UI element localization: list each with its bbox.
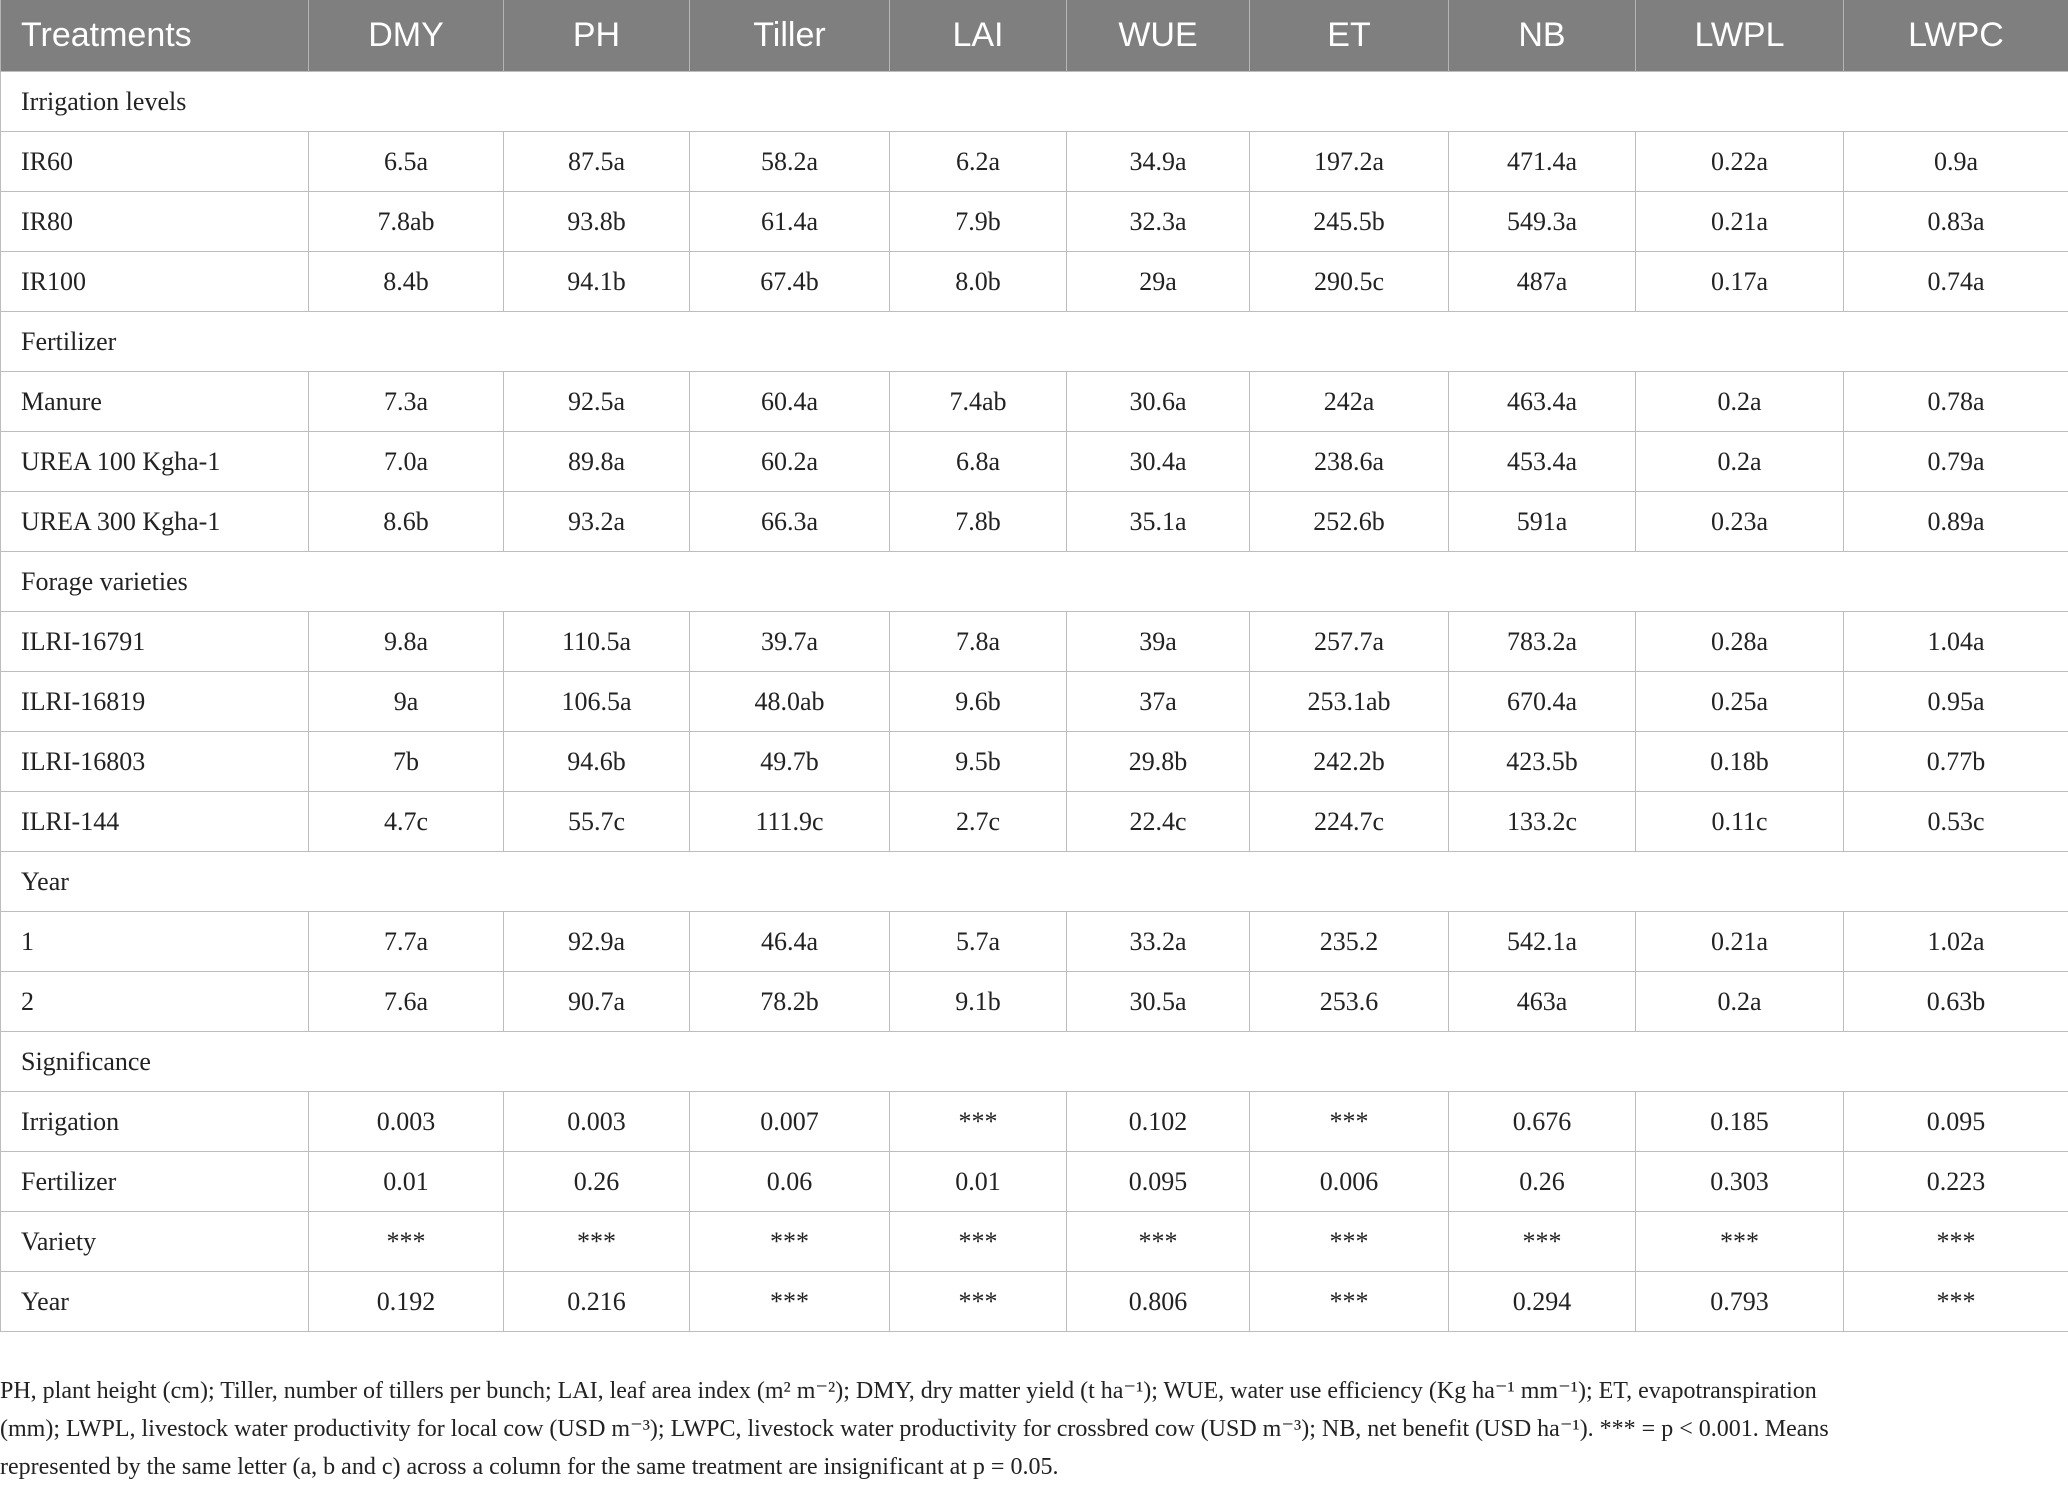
table-cell: *** bbox=[890, 1212, 1067, 1272]
table-cell: 463a bbox=[1449, 972, 1636, 1032]
table-cell: 39.7a bbox=[690, 612, 890, 672]
table-cell: 0.007 bbox=[690, 1092, 890, 1152]
table-row bbox=[1, 672, 2068, 732]
table-cell: 670.4a bbox=[1449, 672, 1636, 732]
table-cell: 110.5a bbox=[504, 612, 690, 672]
table-cell: 60.4a bbox=[690, 372, 890, 432]
table-cell: 0.21a bbox=[1636, 912, 1844, 972]
table-cell: 90.7a bbox=[504, 972, 690, 1032]
row-label: Variety bbox=[1, 1212, 309, 1272]
table-cell: 92.5a bbox=[504, 372, 690, 432]
table-cell: 0.78a bbox=[1844, 372, 2068, 432]
table-cell: 6.8a bbox=[890, 432, 1067, 492]
row-label: Manure bbox=[1, 372, 309, 432]
table-cell: 0.9a bbox=[1844, 132, 2068, 192]
column-header-treatments: Treatments bbox=[1, 0, 309, 72]
table-cell: 591a bbox=[1449, 492, 1636, 552]
column-header-et: ET bbox=[1250, 0, 1449, 72]
table-cell: 2.7c bbox=[890, 792, 1067, 852]
section-title: Fertilizer bbox=[1, 312, 2068, 372]
section-title: Forage varieties bbox=[1, 552, 2068, 612]
table-cell: 60.2a bbox=[690, 432, 890, 492]
section-title: Significance bbox=[1, 1032, 2068, 1092]
table-cell: 7.9b bbox=[890, 192, 1067, 252]
row-label: Irrigation bbox=[1, 1092, 309, 1152]
table-cell: 0.2a bbox=[1636, 972, 1844, 1032]
table-cell: 0.102 bbox=[1067, 1092, 1250, 1152]
table-cell: 46.4a bbox=[690, 912, 890, 972]
table-cell: 0.17a bbox=[1636, 252, 1844, 312]
table-cell: 93.2a bbox=[504, 492, 690, 552]
table-cell: 32.3a bbox=[1067, 192, 1250, 252]
table-cell: 133.2c bbox=[1449, 792, 1636, 852]
table-cell: 49.7b bbox=[690, 732, 890, 792]
table-cell: 0.2a bbox=[1636, 372, 1844, 432]
table-cell: 0.01 bbox=[890, 1152, 1067, 1212]
table-row bbox=[1, 252, 2068, 312]
table-cell: 0.223 bbox=[1844, 1152, 2068, 1212]
table-cell: 197.2a bbox=[1250, 132, 1449, 192]
table-cell: 7.8a bbox=[890, 612, 1067, 672]
table-cell: 235.2 bbox=[1250, 912, 1449, 972]
table-cell: 0.63b bbox=[1844, 972, 2068, 1032]
footnote-line: represented by the same letter (a, b and c) across a column for the same treatment are insignificant at p = 0.05. bbox=[0, 1454, 1059, 1480]
table-body bbox=[1, 72, 2068, 1332]
table-row bbox=[1, 372, 2068, 432]
table-cell: 0.01 bbox=[309, 1152, 504, 1212]
table-row bbox=[1, 132, 2068, 192]
table-cell: 0.2a bbox=[1636, 432, 1844, 492]
column-header-ph: PH bbox=[504, 0, 690, 72]
table-cell: 0.74a bbox=[1844, 252, 2068, 312]
header-row bbox=[1, 0, 2068, 72]
column-header-tiller: Tiller bbox=[690, 0, 890, 72]
table-header bbox=[1, 0, 2068, 72]
table-cell: 1.02a bbox=[1844, 912, 2068, 972]
table-cell: 0.11c bbox=[1636, 792, 1844, 852]
table-cell: *** bbox=[890, 1272, 1067, 1332]
table-cell: 48.0ab bbox=[690, 672, 890, 732]
row-label: UREA 300 Kgha-1 bbox=[1, 492, 309, 552]
table-cell: 0.095 bbox=[1067, 1152, 1250, 1212]
table-cell: 0.003 bbox=[504, 1092, 690, 1152]
table-cell: 30.4a bbox=[1067, 432, 1250, 492]
row-label: Fertilizer bbox=[1, 1152, 309, 1212]
table-cell: 242a bbox=[1250, 372, 1449, 432]
table-cell: 0.26 bbox=[1449, 1152, 1636, 1212]
table-cell: *** bbox=[1067, 1212, 1250, 1272]
table-cell: 0.79a bbox=[1844, 432, 2068, 492]
table-cell: 7.7a bbox=[309, 912, 504, 972]
table-cell: *** bbox=[1250, 1212, 1449, 1272]
table-cell: 252.6b bbox=[1250, 492, 1449, 552]
row-label: ILRI-16803 bbox=[1, 732, 309, 792]
table-cell: *** bbox=[1844, 1272, 2068, 1332]
table-cell: 4.7c bbox=[309, 792, 504, 852]
section-title: Year bbox=[1, 852, 2068, 912]
table-row bbox=[1, 912, 2068, 972]
column-header-dmy: DMY bbox=[309, 0, 504, 72]
table-cell: 39a bbox=[1067, 612, 1250, 672]
table-cell: 453.4a bbox=[1449, 432, 1636, 492]
row-label: IR80 bbox=[1, 192, 309, 252]
table-cell: 94.6b bbox=[504, 732, 690, 792]
table-row bbox=[1, 492, 2068, 552]
row-label: ILRI-16819 bbox=[1, 672, 309, 732]
row-label: 1 bbox=[1, 912, 309, 972]
table-cell: 93.8b bbox=[504, 192, 690, 252]
table-row bbox=[1, 192, 2068, 252]
table-cell: 0.21a bbox=[1636, 192, 1844, 252]
section-row bbox=[1, 72, 2068, 132]
table-cell: 67.4b bbox=[690, 252, 890, 312]
table-cell: *** bbox=[309, 1212, 504, 1272]
table-cell: 257.7a bbox=[1250, 612, 1449, 672]
row-label: Year bbox=[1, 1272, 309, 1332]
table-cell: *** bbox=[504, 1212, 690, 1272]
table-cell: 0.06 bbox=[690, 1152, 890, 1212]
section-row bbox=[1, 1032, 2068, 1092]
table-cell: 9.8a bbox=[309, 612, 504, 672]
footnote-line: PH, plant height (cm); Tiller, number of tillers per bunch; LAI, leaf area index (m² m⁻²); DMY, dry matter yield (t ha⁻¹); WUE, water use efficiency (Kg ha⁻¹ mm⁻¹); ET, evapotranspiration bbox=[0, 1378, 1817, 1404]
table-cell: 0.095 bbox=[1844, 1092, 2068, 1152]
table-cell: 0.18b bbox=[1636, 732, 1844, 792]
table-cell: 35.1a bbox=[1067, 492, 1250, 552]
table-cell: *** bbox=[890, 1092, 1067, 1152]
table-cell: 94.1b bbox=[504, 252, 690, 312]
table-cell: 89.8a bbox=[504, 432, 690, 492]
table-cell: 30.5a bbox=[1067, 972, 1250, 1032]
table-cell: 783.2a bbox=[1449, 612, 1636, 672]
table-cell: 8.0b bbox=[890, 252, 1067, 312]
table-cell: 7.6a bbox=[309, 972, 504, 1032]
table-cell: 0.806 bbox=[1067, 1272, 1250, 1332]
table-cell: 92.9a bbox=[504, 912, 690, 972]
table-cell: 55.7c bbox=[504, 792, 690, 852]
table-cell: 0.23a bbox=[1636, 492, 1844, 552]
table-cell: *** bbox=[1250, 1092, 1449, 1152]
row-label: 2 bbox=[1, 972, 309, 1032]
table-cell: 463.4a bbox=[1449, 372, 1636, 432]
table-cell: 29a bbox=[1067, 252, 1250, 312]
column-header-wue: WUE bbox=[1067, 0, 1250, 72]
table-row bbox=[1, 432, 2068, 492]
row-label: ILRI-16791 bbox=[1, 612, 309, 672]
table-cell: 471.4a bbox=[1449, 132, 1636, 192]
table-cell: 87.5a bbox=[504, 132, 690, 192]
table-cell: 9a bbox=[309, 672, 504, 732]
table-cell: 0.294 bbox=[1449, 1272, 1636, 1332]
table-cell: 0.303 bbox=[1636, 1152, 1844, 1212]
table-cell: 106.5a bbox=[504, 672, 690, 732]
table-cell: 0.006 bbox=[1250, 1152, 1449, 1212]
table-row bbox=[1, 1152, 2068, 1212]
table-row bbox=[1, 1272, 2068, 1332]
table-cell: 66.3a bbox=[690, 492, 890, 552]
table-cell: 0.83a bbox=[1844, 192, 2068, 252]
section-row bbox=[1, 312, 2068, 372]
table-cell: *** bbox=[690, 1212, 890, 1272]
table-cell: 30.6a bbox=[1067, 372, 1250, 432]
table-cell: *** bbox=[1449, 1212, 1636, 1272]
table-cell: 7.0a bbox=[309, 432, 504, 492]
table-cell: 0.676 bbox=[1449, 1092, 1636, 1152]
table-cell: 549.3a bbox=[1449, 192, 1636, 252]
table-cell: 111.9c bbox=[690, 792, 890, 852]
table-cell: 0.28a bbox=[1636, 612, 1844, 672]
table-cell: 9.5b bbox=[890, 732, 1067, 792]
section-title: Irrigation levels bbox=[1, 72, 2068, 132]
table-cell: 542.1a bbox=[1449, 912, 1636, 972]
column-header-lwpc: LWPC bbox=[1844, 0, 2068, 72]
table-cell: *** bbox=[1844, 1212, 2068, 1272]
table-cell: 238.6a bbox=[1250, 432, 1449, 492]
table-cell: 0.89a bbox=[1844, 492, 2068, 552]
table-cell: 0.793 bbox=[1636, 1272, 1844, 1332]
section-row bbox=[1, 552, 2068, 612]
table-cell: 487a bbox=[1449, 252, 1636, 312]
table-cell: 290.5c bbox=[1250, 252, 1449, 312]
table-row bbox=[1, 792, 2068, 852]
table-cell: 9.6b bbox=[890, 672, 1067, 732]
table-cell: 0.22a bbox=[1636, 132, 1844, 192]
table-cell: 8.4b bbox=[309, 252, 504, 312]
table-cell: 224.7c bbox=[1250, 792, 1449, 852]
column-header-nb: NB bbox=[1449, 0, 1636, 72]
column-header-lai: LAI bbox=[890, 0, 1067, 72]
section-row bbox=[1, 852, 2068, 912]
table-cell: 7.4ab bbox=[890, 372, 1067, 432]
table-footnote bbox=[0, 1372, 2040, 1486]
table-cell: 0.77b bbox=[1844, 732, 2068, 792]
table-cell: 34.9a bbox=[1067, 132, 1250, 192]
table-cell: 7.3a bbox=[309, 372, 504, 432]
footnote-line: (mm); LWPL, livestock water productivity for local cow (USD m⁻³); LWPC, livestock water productivity for crossbred cow (USD m⁻³); NB, net benefit (USD ha⁻¹). *** = p < 0.001. Means bbox=[0, 1416, 1829, 1442]
table-cell: 29.8b bbox=[1067, 732, 1250, 792]
table-cell: 0.95a bbox=[1844, 672, 2068, 732]
table-cell: 253.1ab bbox=[1250, 672, 1449, 732]
table-cell: 245.5b bbox=[1250, 192, 1449, 252]
table-cell: 0.53c bbox=[1844, 792, 2068, 852]
table-row bbox=[1, 732, 2068, 792]
table-cell: 0.216 bbox=[504, 1272, 690, 1332]
table-cell: 7.8b bbox=[890, 492, 1067, 552]
table-cell: 33.2a bbox=[1067, 912, 1250, 972]
table-cell: 6.2a bbox=[890, 132, 1067, 192]
table-cell: 0.26 bbox=[504, 1152, 690, 1212]
table-row bbox=[1, 972, 2068, 1032]
table-cell: *** bbox=[1250, 1272, 1449, 1332]
table-cell: 5.7a bbox=[890, 912, 1067, 972]
row-label: UREA 100 Kgha-1 bbox=[1, 432, 309, 492]
table-cell: *** bbox=[690, 1272, 890, 1332]
table-cell: 7.8ab bbox=[309, 192, 504, 252]
row-label: ILRI-144 bbox=[1, 792, 309, 852]
table-row bbox=[1, 1092, 2068, 1152]
table-cell: 7b bbox=[309, 732, 504, 792]
column-header-lwpl: LWPL bbox=[1636, 0, 1844, 72]
table-cell: 423.5b bbox=[1449, 732, 1636, 792]
table-cell: 8.6b bbox=[309, 492, 504, 552]
table-cell: *** bbox=[1636, 1212, 1844, 1272]
table-row bbox=[1, 612, 2068, 672]
table-cell: 0.192 bbox=[309, 1272, 504, 1332]
table-cell: 61.4a bbox=[690, 192, 890, 252]
table-cell: 37a bbox=[1067, 672, 1250, 732]
table-cell: 0.25a bbox=[1636, 672, 1844, 732]
table-cell: 6.5a bbox=[309, 132, 504, 192]
table-cell: 242.2b bbox=[1250, 732, 1449, 792]
table-cell: 22.4c bbox=[1067, 792, 1250, 852]
table-cell: 0.003 bbox=[309, 1092, 504, 1152]
table-cell: 253.6 bbox=[1250, 972, 1449, 1032]
table-cell: 9.1b bbox=[890, 972, 1067, 1032]
table-cell: 58.2a bbox=[690, 132, 890, 192]
table-cell: 1.04a bbox=[1844, 612, 2068, 672]
row-label: IR100 bbox=[1, 252, 309, 312]
table-row bbox=[1, 1212, 2068, 1272]
table-cell: 0.185 bbox=[1636, 1092, 1844, 1152]
row-label: IR60 bbox=[1, 132, 309, 192]
table-cell: 78.2b bbox=[690, 972, 890, 1032]
